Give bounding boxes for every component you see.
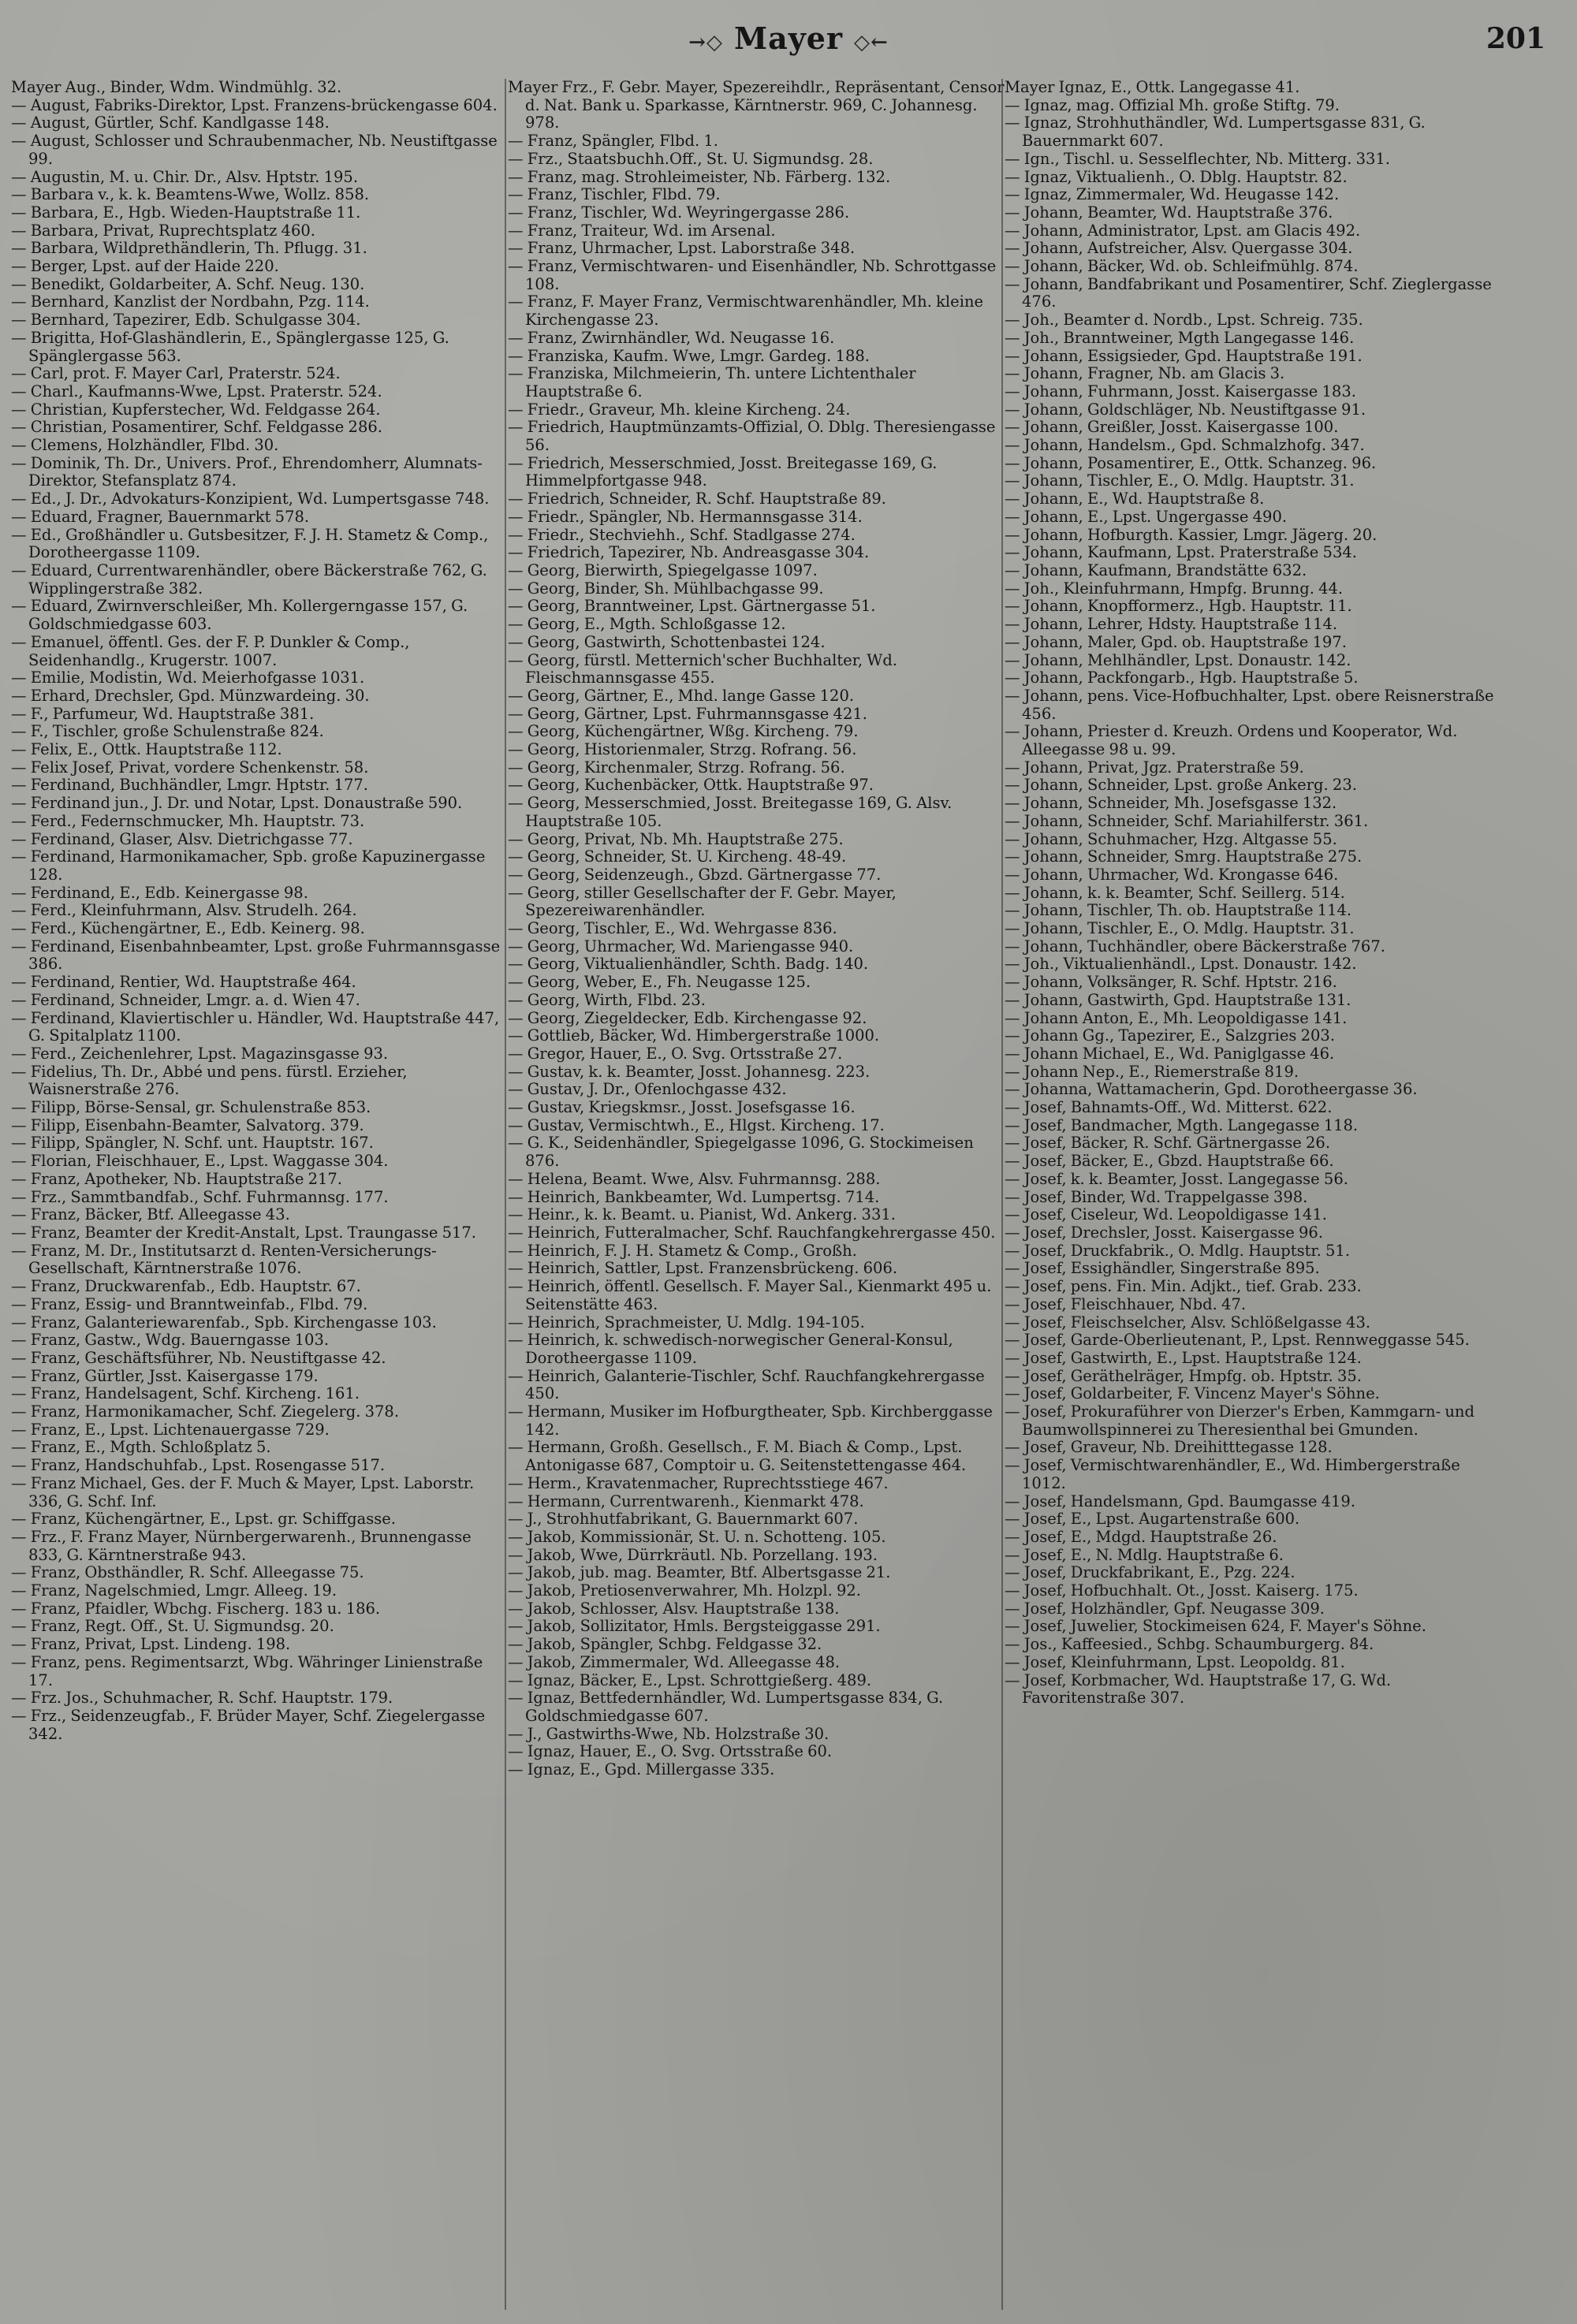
directory-entry: — Josef, Garde-Oberlieutenant, P., Lpst. Rennweggasse 545. [1005, 1331, 1470, 1350]
directory-entry: — Josef, Druckfabrikant, E., Pzg. 224. [1005, 1563, 1296, 1582]
directory-entry: — Ignaz, Zimmermaler, Wd. Heugasse 142. [1005, 185, 1340, 204]
directory-entry: — Filipp, Börse-Sensal, gr. Schulenstraße 853. [11, 1098, 371, 1117]
directory-entry: — Josef, E., Lpst. Augartenstraße 600. [1005, 1510, 1300, 1529]
directory-entry: — Franz, M. Dr., Institutsarzt d. Renten-Versicherungs-Gesellschaft, Kärntnerstraße 1076. [11, 1241, 437, 1278]
directory-entry: — Josef, Geräthelräger, Hmpfg. ob. Hptstr. 35. [1005, 1366, 1362, 1385]
directory-entry: — J., Gastwirths-Wwe, Nb. Holzstraße 30. [508, 1724, 830, 1743]
directory-entry: — Ferdinand, Klaviertischler u. Händler, Wd. Hauptstraße 447, G. Spitalplatz 1100. [11, 1008, 500, 1045]
directory-entry: — Georg, Binder, Sh. Mühlbachgasse 99. [508, 579, 824, 598]
directory-entry: — Ferdinand, Harmonikamacher, Spb. große Kapuzinergasse 128. [11, 847, 486, 884]
directory-entry: — Johann, Beamter, Wd. Hauptstraße 376. [1005, 203, 1333, 222]
directory-entry: — Johann, Lehrer, Hdsty. Hauptstraße 114. [1005, 615, 1338, 634]
directory-entry: — Johann Michael, E., Wd. Paniglgasse 46. [1005, 1044, 1335, 1063]
directory-entry: — Johann, Handelsm., Gpd. Schmalzhofg. 347. [1005, 436, 1365, 455]
directory-entry: — Heinrich, Galanterie-Tischler, Schf. Rauchfangkehrergasse 450. [508, 1366, 985, 1403]
directory-entry: — Josef, Binder, Wd. Trappelgasse 398. [1005, 1187, 1308, 1206]
directory-entry: — Heinrich, Futteralmacher, Schf. Rauchfangkehrergasse 450. [508, 1223, 996, 1242]
directory-entry: — Hermann, Currentwarenh., Kienmarkt 478. [508, 1492, 864, 1510]
directory-entry: — Ign., Tischl. u. Sesselflechter, Nb. Mitterg. 331. [1005, 149, 1391, 168]
directory-entry: — Josef, Bandmacher, Mgth. Langegasse 118. [1005, 1115, 1359, 1134]
directory-entry: — Johann, Maler, Gpd. ob. Hauptstraße 197. [1005, 632, 1347, 651]
directory-entry: — Georg, Historienmaler, Strzg. Rofrang. 56. [508, 740, 857, 759]
directory-entry: — Franz, Apotheker, Nb. Hauptstraße 217. [11, 1169, 343, 1188]
directory-entry: — Johann, Packfongarb., Hgb. Hauptstraße 5. [1005, 669, 1359, 687]
directory-entry: — Emilie, Modistin, Wd. Meierhofgasse 1031. [11, 669, 365, 687]
directory-entry: — Heinr., k. k. Beamt. u. Pianist, Wd. Ankerg. 331. [508, 1205, 896, 1224]
directory-entry: — Ignaz, E., Gpd. Millergasse 335. [508, 1760, 775, 1779]
directory-entry: — Franz, Spängler, Flbd. 1. [508, 132, 719, 151]
directory-entry: — Frz., Sammtbandfab., Schf. Fuhrmannsg. 177. [11, 1187, 389, 1206]
directory-entry: — Josef, Fleischhauer, Nbd. 47. [1005, 1294, 1247, 1313]
directory-entry: — Frz., Seidenzeugfab., F. Brüder Mayer, Schf. Ziegelergasse 342. [11, 1706, 486, 1743]
directory-entry: — Georg, Kirchenmaler, Strzg. Rofrang. 56. [508, 758, 845, 777]
column-1 [11, 79, 508, 2310]
directory-entry: — Johann, Tuchhändler, obere Bäckerstraße 767. [1005, 937, 1385, 955]
directory-entry: — August, Fabriks-Direktor, Lpst. Franzens-brückengasse 604. [11, 95, 498, 114]
directory-entry: — Johann, Knopfformerz., Hgb. Hauptstr. 11. [1005, 597, 1352, 616]
directory-entry: — Franz, Gürtler, Jsst. Kaisergasse 179. [11, 1366, 319, 1385]
directory-entry: — Johann, Kaufmann, Brandstätte 632. [1005, 561, 1307, 579]
directory-entry: — Georg, Wirth, Flbd. 23. [508, 990, 706, 1009]
directory-entry: — Johann, Greißler, Josst. Kaisergasse 100. [1005, 418, 1339, 437]
directory-entry: — Ferdinand, Eisenbahnbeamter, Lpst. große Fuhrmannsgasse 386. [11, 937, 501, 974]
directory-entry: — Gustav, Kriegskmsr., Josst. Josefsgasse 16. [508, 1098, 856, 1117]
directory-entry: — Eduard, Zwirnverschleißer, Mh. Kollergerngasse 157, G. Goldschmiedgasse 603. [11, 597, 468, 634]
directory-entry: — Franz, Küchengärtner, E., Lpst. gr. Schiffgasse. [11, 1510, 396, 1529]
directory-entry: — Jakob, Kommissionär, St. U. n. Schotteng. 105. [508, 1527, 886, 1546]
directory-entry: — Barbara, Privat, Ruprechtsplatz 460. [11, 221, 315, 240]
directory-entry: — Johann, Tischler, E., O. Mdlg. Hauptstr. 31. [1005, 919, 1355, 938]
directory-entry: — Franz, Tischler, Wd. Weyringergasse 286. [508, 203, 850, 222]
directory-entry: — Georg, Weber, E., Fh. Neugasse 125. [508, 973, 811, 992]
directory-entry: — Frz., Staatsbuchh.Off., St. U. Sigmundsg. 28. [508, 149, 874, 168]
directory-entry: — Herm., Kravatenmacher, Ruprechtsstiege 467. [508, 1473, 889, 1492]
directory-entry: — Josef, Holzhändler, Gpf. Neugasse 309. [1005, 1599, 1325, 1618]
directory-entry: — Georg, Tischler, E., Wd. Wehrgasse 836. [508, 919, 837, 938]
directory-entry: — Georg, Bierwirth, Spiegelgasse 1097. [508, 561, 818, 579]
directory-entry: — Johann, Privat, Jgz. Praterstraße 59. [1005, 758, 1304, 777]
directory-entry: — Joh., Kleinfuhrmann, Hmpfg. Brunng. 44. [1005, 579, 1344, 598]
directory-entry: — Franziska, Milchmeierin, Th. untere Lichtenthaler Hauptstraße 6. [508, 364, 916, 400]
directory-entry: — Joh., Beamter d. Nordb., Lpst. Schreig. 735. [1005, 311, 1363, 330]
directory-entry: — Ed., J. Dr., Advokaturs-Konzipient, Wd. Lumpertsgasse 748. [11, 490, 490, 508]
directory-entry: — Bernhard, Kanzlist der Nordbahn, Pzg. 114. [11, 292, 370, 311]
directory-entry: — Ferd., Küchengärtner, E., Edb. Keinerg. 98. [11, 919, 365, 938]
directory-entry: — Franz, Pfaidler, Wbchg. Fischerg. 183 u. 186. [11, 1599, 381, 1618]
directory-entry: — Barbara, Wildprethändlerin, Th. Pflugg. 31. [11, 239, 367, 258]
directory-entry: — Jos., Kaffeesied., Schbg. Schaumburgerg. 84. [1005, 1635, 1374, 1654]
directory-entry: — Christian, Kupferstecher, Wd. Feldgasse 264. [11, 400, 381, 419]
directory-entry: — Jakob, Schlosser, Alsv. Hauptstraße 138. [508, 1599, 840, 1618]
directory-entry: — Johann, E., Lpst. Ungergasse 490. [1005, 507, 1288, 526]
directory-entry: — Ignaz, mag. Offizial Mh. große Stiftg. 79. [1005, 95, 1340, 114]
running-head [0, 20, 1577, 56]
directory-entry: — Barbara, E., Hgb. Wieden-Hauptstraße 11. [11, 203, 361, 222]
directory-entry: — Georg, E., Mgth. Schloßgasse 12. [508, 615, 786, 634]
directory-entry: — Josef, Graveur, Nb. Dreihitttegasse 128. [1005, 1438, 1333, 1457]
directory-entry: — Gustav, Vermischtwh., E., Hlgst. Kircheng. 17. [508, 1115, 885, 1134]
directory-entry: — Franziska, Kaufm. Wwe, Lmgr. Gardeg. 188. [508, 346, 870, 365]
directory-entry: — Florian, Fleischhauer, E., Lpst. Waggasse 304. [11, 1152, 389, 1171]
directory-entry: — Ferdinand, Buchhändler, Lmgr. Hptstr. 177. [11, 776, 368, 795]
directory-entry: — Heinrich, k. schwedisch-norwegischer General-Konsul, Dorotheergasse 1109. [508, 1331, 953, 1367]
directory-entry: — Ignaz, Strohhuthändler, Wd. Lumpertsgasse 831, G. Bauernmarkt 607. [1005, 114, 1426, 151]
directory-entry: — Franz, Gastw., Wdg. Bauerngasse 103. [11, 1331, 330, 1350]
ornament-right-icon: ◇← [853, 31, 889, 54]
directory-entry: — Franz, Handelsagent, Schf. Kircheng. 161. [11, 1384, 360, 1403]
directory-entry: — Ferdinand, Rentier, Wd. Hauptstraße 464. [11, 973, 356, 992]
directory-entry: — Georg, Gärtner, E., Mhd. lange Gasse 120. [508, 686, 855, 705]
directory-entry: — Johann, Schneider, Mh. Josefsgasse 132. [1005, 794, 1337, 813]
directory-entry: — Clemens, Holzhändler, Flbd. 30. [11, 436, 279, 455]
directory-entry: — Brigitta, Hof-Glashändlerin, E., Spänglergasse 125, G. Spänglergasse 563. [11, 328, 449, 365]
directory-entry: — Johann, Aufstreicher, Alsv. Quergasse 304. [1005, 239, 1353, 258]
directory-entry: — Jakob, Pretiosenverwahrer, Mh. Holzpl. 92. [508, 1581, 861, 1600]
page-header [0, 17, 1577, 65]
directory-entry: — Christian, Posamentirer, Schf. Feldgasse 286. [11, 418, 382, 437]
directory-entry: — Johann, Tischler, Th. ob. Hauptstraße 114. [1005, 901, 1352, 920]
directory-entry: — Franz, F. Mayer Franz, Vermischtwarenhändler, Mh. kleine Kirchengasse 23. [508, 292, 984, 330]
directory-entry: — Georg, stiller Gesellschafter der F. Gebr. Mayer, Spezereiwarenhändler. [508, 883, 897, 920]
directory-entry: — Ferd., Zeichenlehrer, Lpst. Magazinsgasse 93. [11, 1044, 389, 1063]
directory-entry: — Friedr., Stechviehh., Schf. Stadlgasse 274. [508, 525, 856, 544]
directory-entry: — Franz, Regt. Off., St. U. Sigmundsg. 20. [11, 1617, 334, 1636]
directory-entry: — Jakob, Zimmermaler, Wd. Alleegasse 48. [508, 1652, 841, 1671]
directory-entry: — Georg, Messerschmied, Josst. Breitegasse 169, G. Alsv. Hauptstraße 105. [508, 794, 953, 830]
directory-entry: — Johann, Fuhrmann, Josst. Kaisergasse 183. [1005, 382, 1356, 400]
directory-entry: — Johann, Tischler, E., O. Mdlg. Hauptstr. 31. [1005, 471, 1355, 490]
running-head-title: Mayer [734, 20, 843, 56]
directory-entry: — Georg, Branntweiner, Lpst. Gärtnergasse 51. [508, 597, 876, 616]
directory-entry: — Josef, Fleischselcher, Alsv. Schlößelgasse 43. [1005, 1313, 1371, 1331]
directory-entry: — Johann Nep., E., Riemerstraße 819. [1005, 1062, 1299, 1081]
directory-entry: — Josef, Vermischtwarenhändler, E., Wd. Himbergerstraße 1012. [1005, 1456, 1460, 1492]
directory-entry: — Georg, Küchengärtner, Wßg. Kircheng. 79. [508, 722, 859, 741]
directory-entry: — Josef, Juwelier, Stockimeisen 624, F. Mayer's Söhne. [1005, 1617, 1426, 1636]
directory-entry: — Franz, Tischler, Flbd. 79. [508, 185, 721, 204]
directory-entry: — Josef, Handelsmann, Gpd. Baumgasse 419. [1005, 1492, 1356, 1510]
directory-entry: — Gregor, Hauer, E., O. Svg. Ortsstraße 27. [508, 1044, 843, 1063]
directory-entry: — Josef, Ciseleur, Wd. Leopoldigasse 141. [1005, 1205, 1327, 1224]
directory-entry: — Georg, fürstl. Metternich'scher Buchhalter, Wd. Fleischmannsgasse 455. [508, 650, 898, 687]
directory-entry: — Franz, Vermischtwaren- und Eisenhändler, Nb. Schrottgasse 108. [508, 257, 997, 293]
directory-entry: — Emanuel, öffentl. Ges. der F. P. Dunkler & Comp., Seidenhandlg., Krugerstr. 1007. [11, 632, 410, 669]
directory-entry: — Johann, Bäcker, Wd. ob. Schleifmühlg. 874. [1005, 257, 1359, 276]
directory-entry: — Fidelius, Th. Dr., Abbé und pens. fürstl. Erzieher, Waisnerstraße 276. [11, 1062, 408, 1099]
ornament-left-icon: →◇ [688, 31, 724, 54]
directory-entry: — Georg, Kuchenbäcker, Ottk. Hauptstraße 97. [508, 776, 874, 795]
directory-entry: — Jakob, Spängler, Schbg. Feldgasse 32. [508, 1635, 822, 1654]
directory-entry: — Felix Josef, Privat, vordere Schenkenstr. 58. [11, 758, 369, 777]
directory-entry: — Georg, Gärtner, Lpst. Fuhrmannsgasse 421. [508, 704, 867, 723]
directory-entry: — Franz, Traiteur, Wd. im Arsenal. [508, 221, 776, 240]
directory-entry: — Carl, prot. F. Mayer Carl, Praterstr. 524. [11, 364, 341, 383]
directory-entry: — Ed., Großhändler u. Gutsbesitzer, F. J. H. Stametz & Comp., Dorotheergasse 1109. [11, 525, 489, 562]
directory-entry: — Dominik, Th. Dr., Univers. Prof., Ehrendomherr, Alumnats-Direktor, Stefansplatz 874. [11, 453, 483, 490]
directory-entry: — Franz, E., Lpst. Lichtenauergasse 729. [11, 1420, 330, 1439]
directory-entry: — Jakob, Sollizitator, Hmls. Bergsteiggasse 291. [508, 1617, 881, 1636]
directory-entry: — Johann, Uhrmacher, Wd. Krongasse 646. [1005, 865, 1339, 884]
directory-entry: — Johann, Gastwirth, Gpd. Hauptstraße 131. [1005, 990, 1351, 1009]
directory-entry: — Ferdinand, Schneider, Lmgr. a. d. Wien 47. [11, 990, 360, 1009]
directory-entry: — Heinrich, öffentl. Gesellsch. F. Mayer Sal., Kienmarkt 495 u. Seitenstätte 463. [508, 1277, 992, 1313]
directory-entry: — Erhard, Drechsler, Gpd. Münzwardeing. 30. [11, 686, 370, 705]
directory-entry: — Heinrich, Sattler, Lpst. Franzensbrückeng. 606. [508, 1259, 898, 1278]
directory-entry: — Franz, Obsthändler, R. Schf. Alleegasse 75. [11, 1563, 364, 1582]
directory-entry: — Johann, Schneider, Schf. Mariahilferstr. 361. [1005, 811, 1369, 830]
directory-entry: — Johann, Volksänger, R. Schf. Hptstr. 216. [1005, 973, 1337, 992]
directory-entry: — Ferdinand, E., Edb. Keinergasse 98. [11, 883, 308, 902]
directory-entry: — Friedr., Graveur, Mh. kleine Kircheng. 24. [508, 400, 851, 419]
directory-entry: — Augustin, M. u. Chir. Dr., Alsv. Hptstr. 195. [11, 167, 359, 186]
directory-entry: — F., Tischler, große Schulenstraße 824. [11, 722, 324, 741]
directory-entry: — Gottlieb, Bäcker, Wd. Himbergerstraße 1000. [508, 1026, 880, 1045]
directory-entry: — Franz, Nagelschmied, Lmgr. Alleeg. 19. [11, 1581, 337, 1600]
directory-entry: — Josef, Hofbuchhalt. Ot., Josst. Kaiserg. 175. [1005, 1581, 1359, 1600]
directory-entry: — Barbara v., k. k. Beamtens-Wwe, Wollz. 858. [11, 185, 370, 204]
directory-entry: — Josef, Bäcker, R. Schf. Gärtnergasse 26. [1005, 1134, 1331, 1153]
directory-entry: — Franz, Geschäftsführer, Nb. Neustiftgasse 42. [11, 1348, 386, 1367]
directory-entry: — Johann, Schuhmacher, Hzg. Altgasse 55. [1005, 829, 1337, 848]
directory-entry: — Georg, Viktualienhändler, Schth. Badg. 140. [508, 955, 869, 974]
directory-entry: — Johann, Posamentirer, E., Ottk. Schanzeg. 96. [1005, 453, 1377, 472]
directory-entry: — Helena, Beamt. Wwe, Alsv. Fuhrmannsg. 288. [508, 1169, 881, 1188]
directory-entry: — Franz, E., Mgth. Schloßplatz 5. [11, 1438, 271, 1457]
directory-entry: — Felix, E., Ottk. Hauptstraße 112. [11, 740, 282, 759]
directory-entry: — Jakob, Wwe, Dürrkräutl. Nb. Porzellang. 193. [508, 1545, 878, 1564]
directory-entry: — Franz, mag. Strohleimeister, Nb. Färberg. 132. [508, 167, 891, 186]
directory-entry: — Ignaz, Viktualienh., O. Dblg. Hauptstr. 82. [1005, 167, 1348, 186]
directory-entry: — Johann, Bandfabrikant und Posamentirer, Schf. Zieglergasse 476. [1005, 274, 1492, 311]
directory-entry: — Georg, Seidenzeugh., Gbzd. Gärtnergasse 77. [508, 865, 882, 884]
directory-entry: — Georg, Privat, Nb. Mh. Hauptstraße 275. [508, 829, 844, 848]
directory-entry: — Gustav, J. Dr., Ofenlochgasse 432. [508, 1080, 787, 1099]
directory-entry: — Josef, Goldarbeiter, F. Vincenz Mayer's Söhne. [1005, 1384, 1380, 1403]
directory-entry: — Josef, k. k. Beamter, Josst. Langegasse 56. [1005, 1169, 1348, 1188]
directory-entry: — Josef, Prokuraführer von Dierzer's Erben, Kammgarn- und Baumwollspinnerei zu Theresienthal bei Gmunden. [1005, 1402, 1474, 1439]
directory-entry: — Josef, Bahnamts-Off., Wd. Mitterst. 622. [1005, 1098, 1333, 1117]
directory-entry: — Franz, Druckwarenfab., Edb. Hauptstr. 67. [11, 1277, 361, 1296]
directory-entry: — Ferdinand, Glaser, Alsv. Dietrichgasse 77. [11, 829, 353, 848]
directory-entry: — Josef, Essighändler, Singerstraße 895. [1005, 1259, 1320, 1278]
directory-entry: — Georg, Gastwirth, Schottenbastei 124. [508, 632, 826, 651]
directory-entry: — Johann, Goldschläger, Nb. Neustiftgasse 91. [1005, 400, 1366, 419]
directory-entry: — Franz, Harmonikamacher, Schf. Ziegelerg. 378. [11, 1402, 400, 1421]
directory-entry: — Josef, E., Mdgd. Hauptstraße 26. [1005, 1527, 1277, 1546]
directory-entry: — Joh., Branntweiner, Mgth Langegasse 146. [1005, 328, 1355, 347]
directory-entry: — Jakob, jub. mag. Beamter, Btf. Albertsgasse 21. [508, 1563, 891, 1582]
directory-entry: — Friedrich, Schneider, R. Schf. Hauptstraße 89. [508, 490, 886, 508]
directory-entry: — Heinrich, Bankbeamter, Wd. Lumpertsg. 714. [508, 1187, 880, 1206]
directory-entry: — Friedr., Spängler, Nb. Hermannsgasse 314. [508, 507, 863, 526]
directory-entry: — Johann, k. k. Beamter, Schf. Seillerg. 514. [1005, 883, 1345, 902]
directory-entry: — Johann, Mehlhändler, Lpst. Donaustr. 142. [1005, 650, 1351, 669]
directory-entry: — Heinrich, F. J. H. Stametz & Comp., Großh. [508, 1241, 857, 1260]
directory-entry: — Ignaz, Hauer, E., O. Svg. Ortsstraße 60. [508, 1742, 833, 1761]
directory-entry: — Georg, Schneider, St. U. Kircheng. 48-49. [508, 847, 847, 866]
directory-entry: — Johann, Schneider, Smrg. Hauptstraße 275. [1005, 847, 1363, 866]
directory-entry: — August, Schlosser und Schraubenmacher, Nb. Neustiftgasse 99. [11, 132, 498, 168]
directory-entry: — Johanna, Wattamacherin, Gpd. Dorotheergasse 36. [1005, 1080, 1418, 1099]
directory-entry: — Franz, Bäcker, Btf. Alleegasse 43. [11, 1205, 290, 1224]
directory-entry: — Filipp, Spängler, N. Schf. unt. Hauptstr. 167. [11, 1134, 374, 1153]
directory-entry: — Hermann, Musiker im Hofburgtheater, Spb. Kirchberggasse 142. [508, 1402, 993, 1439]
directory-entry: — G. K., Seidenhändler, Spiegelgasse 1096, G. Stockimeisen 876. [508, 1134, 974, 1171]
directory-entry: — Johann Anton, E., Mh. Leopoldigasse 141. [1005, 1008, 1348, 1027]
directory-entry: Mayer Aug., Binder, Wdm. Windmühlg. 32. [11, 79, 342, 96]
directory-entry: — Johann, pens. Vice-Hofbuchhalter, Lpst. obere Reisnerstraße 456. [1005, 686, 1494, 723]
directory-entry: — Friedrich, Messerschmied, Josst. Breitegasse 169, G. Himmelpfortgasse 948. [508, 453, 938, 490]
directory-entry: — Josef, Drechsler, Josst. Kaisergasse 96. [1005, 1223, 1324, 1242]
directory-entry: — Eduard, Fragner, Bauernmarkt 578. [11, 507, 310, 526]
directory-entry: — August, Gürtler, Schf. Kandlgasse 148. [11, 114, 330, 132]
directory-entry: — Johann, Priester d. Kreuzh. Ordens und Kooperator, Wd. Alleegasse 98 u. 99. [1005, 722, 1458, 759]
directory-entry: — Berger, Lpst. auf der Haide 220. [11, 257, 279, 276]
directory-entry: — F., Parfumeur, Wd. Hauptstraße 381. [11, 704, 315, 723]
directory-entry: — Georg, Uhrmacher, Wd. Mariengasse 940. [508, 937, 854, 955]
directory-entry: — Franz, Essig- und Branntweinfab., Flbd. 79. [11, 1294, 368, 1313]
directory-entry: — Franz, Privat, Lpst. Lindeng. 198. [11, 1635, 291, 1654]
directory-entry: — Charl., Kaufmanns-Wwe, Lpst. Praterstr. 524. [11, 382, 382, 400]
directory-entry: — Josef, E., N. Mdlg. Hauptstraße 6. [1005, 1545, 1284, 1564]
directory-entry: — Josef, Druckfabrik., O. Mdlg. Hauptstr. 51. [1005, 1241, 1351, 1260]
directory-entry: — Johann, Administrator, Lpst. am Glacis 492. [1005, 221, 1361, 240]
directory-entry: — Benedikt, Goldarbeiter, A. Schf. Neug. 130. [11, 274, 365, 293]
directory-entry: — Josef, Kleinfuhrmann, Lpst. Leopoldg. 81. [1005, 1652, 1345, 1671]
directory-entry: — Friedrich, Hauptmünzamts-Offizial, O. Dblg. Theresiengasse 56. [508, 418, 996, 455]
directory-entry: — Franz, pens. Regimentsarzt, Wbg. Währinger Linienstraße 17. [11, 1652, 483, 1689]
directory-entry: — Ignaz, Bettfedernhändler, Wd. Lumpertsgasse 834, G. Goldschmiedgasse 607. [508, 1689, 944, 1725]
directory-entry: — J., Strohhutfabrikant, G. Bauernmarkt 607. [508, 1510, 859, 1529]
directory-entry: — Ferd., Federnschmucker, Mh. Hauptstr. 73. [11, 811, 365, 830]
directory-entry: — Johann Gg., Tapezirer, E., Salzgries 203. [1005, 1026, 1336, 1045]
directory-entry: — Franz Michael, Ges. der F. Much & Mayer, Lpst. Laborstr. 336, G. Schf. Inf. [11, 1473, 475, 1510]
directory-entry: — Josef, Korbmacher, Wd. Hauptstraße 17, G. Wd. Favoritenstraße 307. [1005, 1670, 1392, 1708]
directory-entry: — Josef, Bäcker, E., Gbzd. Hauptstraße 66. [1005, 1152, 1334, 1171]
directory-entry: — Franz, Galanteriewarenfab., Spb. Kirchengasse 103. [11, 1313, 437, 1331]
directory-entry: — Franz, Uhrmacher, Lpst. Laborstraße 348. [508, 239, 856, 258]
directory-entry: — Gustav, k. k. Beamter, Josst. Johannesg. 223. [508, 1062, 871, 1081]
directory-entry: Mayer Ignaz, E., Ottk. Langegasse 41. [1005, 79, 1300, 96]
directory-entry: — Johann, Schneider, Lpst. große Ankerg. 23. [1005, 776, 1357, 795]
directory-entry: — Josef, Gastwirth, E., Lpst. Hauptstraße 124. [1005, 1348, 1362, 1367]
directory-entry: — Johann, Fragner, Nb. am Glacis 3. [1005, 364, 1285, 383]
directory-entry: — Ignaz, Bäcker, E., Lpst. Schrottgießerg. 489. [508, 1670, 872, 1689]
column-2 [508, 79, 1005, 2310]
directory-entry: — Friedrich, Tapezirer, Nb. Andreasgasse 304. [508, 543, 870, 562]
directory-entry: — Frz., F. Franz Mayer, Nürnbergerwarenh., Brunnengasse 833, G. Kärntnerstraße 943. [11, 1527, 472, 1564]
directory-entry: — Eduard, Currentwarenhändler, obere Bäckerstraße 762, G. Wipplingerstraße 382. [11, 561, 487, 598]
directory-entry: — Franz, Zwirnhändler, Wd. Neugasse 16. [508, 328, 835, 347]
directory-entry: — Joh., Viktualienhändl., Lpst. Donaustr. 142. [1005, 955, 1357, 974]
directory-entry: — Ferd., Kleinfuhrmann, Alsv. Strudelh. 264. [11, 901, 357, 920]
directory-entry: — Hermann, Großh. Gesellsch., F. M. Biach & Comp., Lpst. Antonigasse 687, Comptoir u. G. Seitenstettengasse 464. [508, 1438, 967, 1475]
directory-entry: — Frz. Jos., Schuhmacher, R. Schf. Hauptstr. 179. [11, 1689, 393, 1708]
directory-entry: — Heinrich, Sprachmeister, U. Mdlg. 194-105. [508, 1313, 865, 1331]
directory-entry: — Josef, pens. Fin. Min. Adjkt., tief. Grab. 233. [1005, 1277, 1362, 1296]
directory-entry: — Johann, Essigsieder, Gpd. Hauptstraße 191. [1005, 346, 1363, 365]
directory-entry: — Georg, Ziegeldecker, Edb. Kirchengasse 92. [508, 1008, 867, 1027]
directory-entry: — Johann, E., Wd. Hauptstraße 8. [1005, 490, 1265, 508]
directory-entry: — Franz, Handschuhfab., Lpst. Rosengasse 517. [11, 1456, 386, 1475]
directory-entry: — Bernhard, Tapezirer, Edb. Schulgasse 304. [11, 311, 361, 330]
page-number: 201 [1486, 22, 1545, 55]
directory-entry: — Johann, Hofburgth. Kassier, Lmgr. Jägerg. 20. [1005, 525, 1378, 544]
directory-entry: Mayer Frz., F. Gebr. Mayer, Spezereihdlr., Repräsentant, Censor d. Nat. Bank u. Sparkasse, Kärntnerstr. 969, C. Johannesg. 978. [508, 79, 1005, 132]
directory-entry: — Ferdinand jun., J. Dr. und Notar, Lpst. Donaustraße 590. [11, 794, 463, 813]
directory-entry: — Filipp, Eisenbahn-Beamter, Salvatorg. 379. [11, 1115, 364, 1134]
directory-entry: — Johann, Kaufmann, Lpst. Praterstraße 534. [1005, 543, 1357, 562]
column-3 [1005, 79, 1501, 2310]
directory-entry: — Franz, Beamter der Kredit-Anstalt, Lpst. Traungasse 517. [11, 1223, 477, 1242]
